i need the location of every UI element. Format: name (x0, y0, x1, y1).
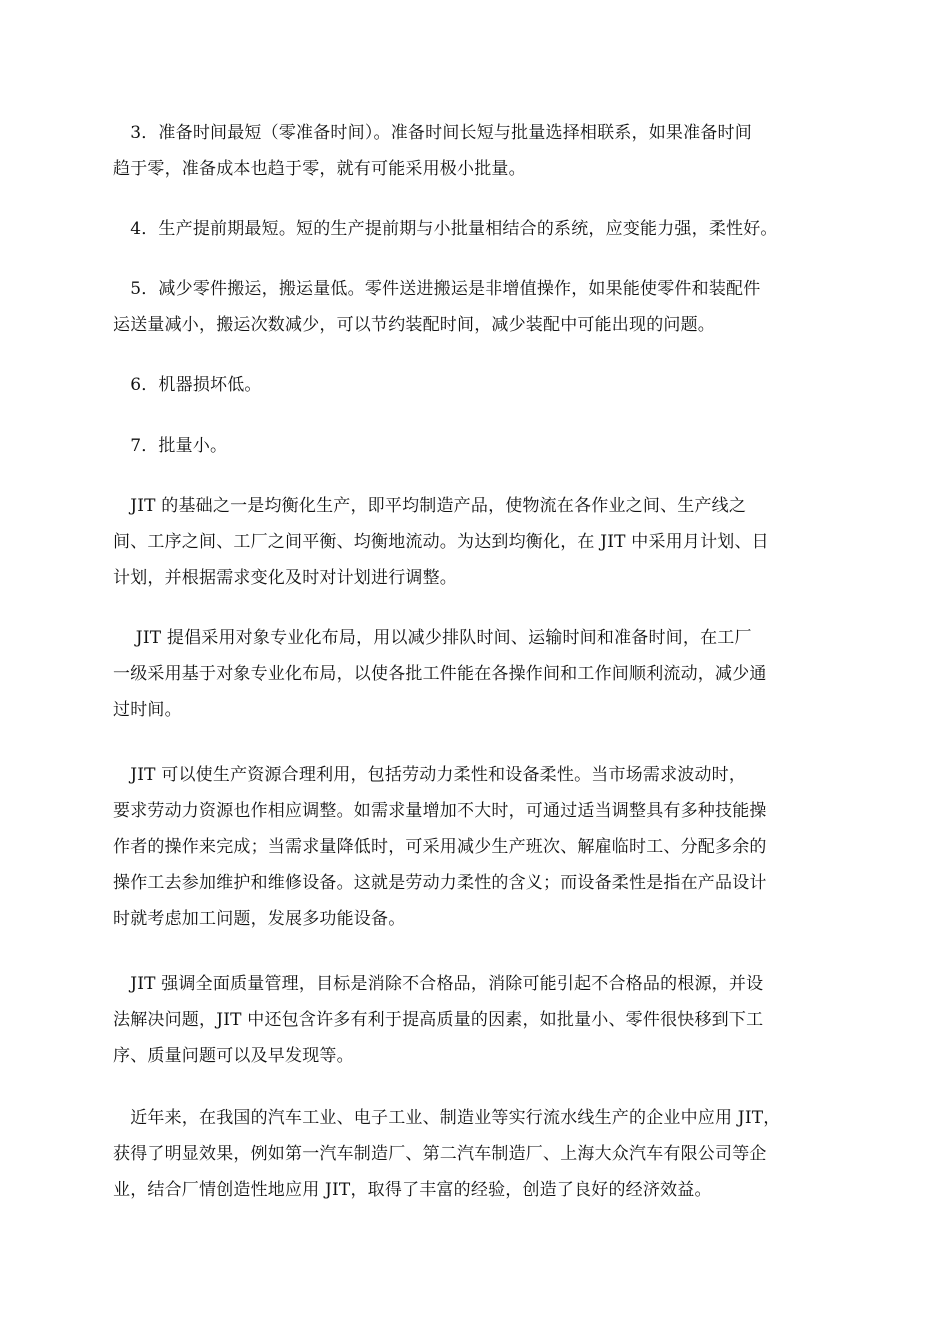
paragraph-jit-quality (113, 966, 841, 1074)
text-line: 近年来，在我国的汽车工业、电子工业、制造业等实行流水线生产的企业中应用 JIT， (113, 1108, 781, 1128)
text-line: 计划，并根据需求变化及时对计划进行调整。 (113, 568, 457, 588)
text-line: 4．生产提前期最短。短的生产提前期与小批量相结合的系统，应变能力强，柔性好。 (113, 219, 778, 239)
paragraph-jit-leveling (113, 488, 841, 596)
text-line: 3．准备时间最短（零准备时间）。准备时间长短与批量选择相联系，如果准备时间 (113, 123, 752, 143)
paragraph-jit-resources (113, 757, 841, 937)
paragraph-item-5 (113, 271, 841, 343)
paragraph-item-4 (113, 211, 841, 247)
text-line: 趋于零，准备成本也趋于零，就有可能采用极小批量。 (113, 159, 526, 179)
text-line: 要求劳动力资源也作相应调整。如需求量增加不大时，可通过适当调整具有多种技能操 (113, 801, 767, 821)
paragraph-item-6 (113, 367, 841, 403)
text-line: 7．批量小。 (113, 436, 228, 456)
paragraph-jit-layout (113, 620, 841, 728)
text-line: 运送量减小，搬运次数减少，可以节约装配时间，减少装配中可能出现的问题。 (113, 315, 715, 335)
text-line: JIT 强调全面质量管理，目标是消除不合格品，消除可能引起不合格品的根源，并设 (113, 974, 764, 994)
text-line: 一级采用基于对象专业化布局，以使各批工件能在各操作间和工作间顺利流动，减少通 (113, 664, 767, 684)
text-line: 6．机器损坏低。 (113, 375, 262, 395)
text-line: 间、工序之间、工厂之间平衡、均衡地流动。为达到均衡化，在 JIT 中采用月计划、日 (113, 532, 769, 552)
text-line: 5．减少零件搬运，搬运量低。零件送进搬运是非增值操作，如果能使零件和装配件 (113, 279, 761, 299)
text-line: JIT 的基础之一是均衡化生产，即平均制造产品，使物流在各作业之间、生产线之 (113, 496, 747, 516)
text-line: 操作工去参加维护和维修设备。这就是劳动力柔性的含义；而设备柔性是指在产品设计 (113, 873, 767, 893)
text-line: 作者的操作来完成；当需求量降低时，可采用减少生产班次、解雇临时工、分配多余的 (113, 837, 767, 857)
text-line: JIT 提倡采用对象专业化布局，用以减少排队时间、运输时间和准备时间，在工厂 (113, 628, 752, 648)
paragraph-item-7 (113, 428, 841, 464)
paragraph-jit-china (113, 1100, 841, 1208)
text-line: 序、质量问题可以及早发现等。 (113, 1046, 354, 1066)
paragraph-item-3 (113, 115, 841, 187)
text-line: 时就考虑加工问题，发展多功能设备。 (113, 909, 406, 929)
text-line: JIT 可以使生产资源合理利用，包括劳动力柔性和设备柔性。当市场需求波动时， (113, 765, 747, 785)
text-line: 过时间。 (113, 700, 182, 720)
text-line: 业，结合厂情创造性地应用 JIT，取得了丰富的经验，创造了良好的经济效益。 (113, 1180, 712, 1200)
text-line: 获得了明显效果，例如第一汽车制造厂、第二汽车制造厂、上海大众汽车有限公司等企 (113, 1144, 767, 1164)
text-line: 法解决问题，JIT 中还包含许多有利于提高质量的因素，如批量小、零件很快移到下工 (113, 1010, 764, 1030)
